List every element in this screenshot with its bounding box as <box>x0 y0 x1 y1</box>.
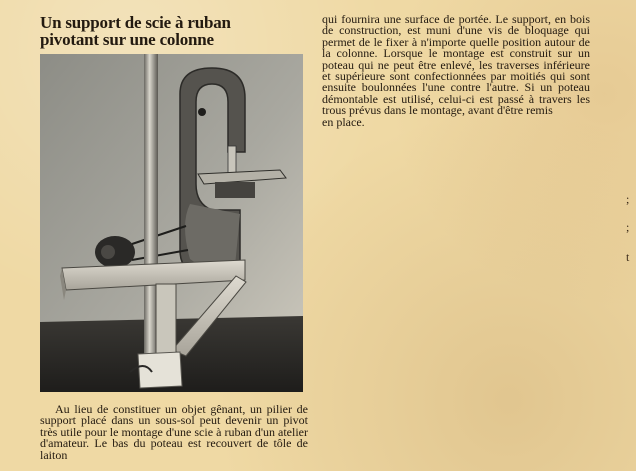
edge-mark: ; <box>626 220 630 234</box>
article-body-text: qui fournira une surface de portée. Le support, en bois de construction, est muni d'une vis de bloquage qui permet de le fixer à n'importe quelle position autour de la colonne. Lorsque le montage est construit sur un poteau qui ne peut être enlevé, les traverses inférieure et supérieure sont confectionnées par moitiés qui sont ensuite boulonnées l'une contre l'autre. Si un poteau démontable est utilisé, celui-ci est passé à travers les trous prévus dans le montage, avant d'être remis <box>322 12 590 118</box>
title-line-2: pivotant sur une colonne <box>40 30 214 49</box>
title-line-1: Un support de scie à ruban <box>40 13 231 32</box>
bandsaw-photo-illustration <box>40 54 303 392</box>
article-right-column <box>322 14 590 128</box>
bandsaw-photo <box>40 54 303 392</box>
edge-mark: ; <box>626 192 630 206</box>
article-body-ending: en place. <box>322 114 365 129</box>
edge-mark: t <box>626 250 630 264</box>
article-title <box>40 14 308 48</box>
photo-caption: Au lieu de constituer un objet gênant, un pilier de support placé dans un sous-sol peut devenir un pivot très utile pour le montage d'une scie à ruban d'un atelier d'amateur. Le bas du poteau est recouvert de tôle de laiton <box>40 402 308 462</box>
article-left-column <box>40 14 308 48</box>
